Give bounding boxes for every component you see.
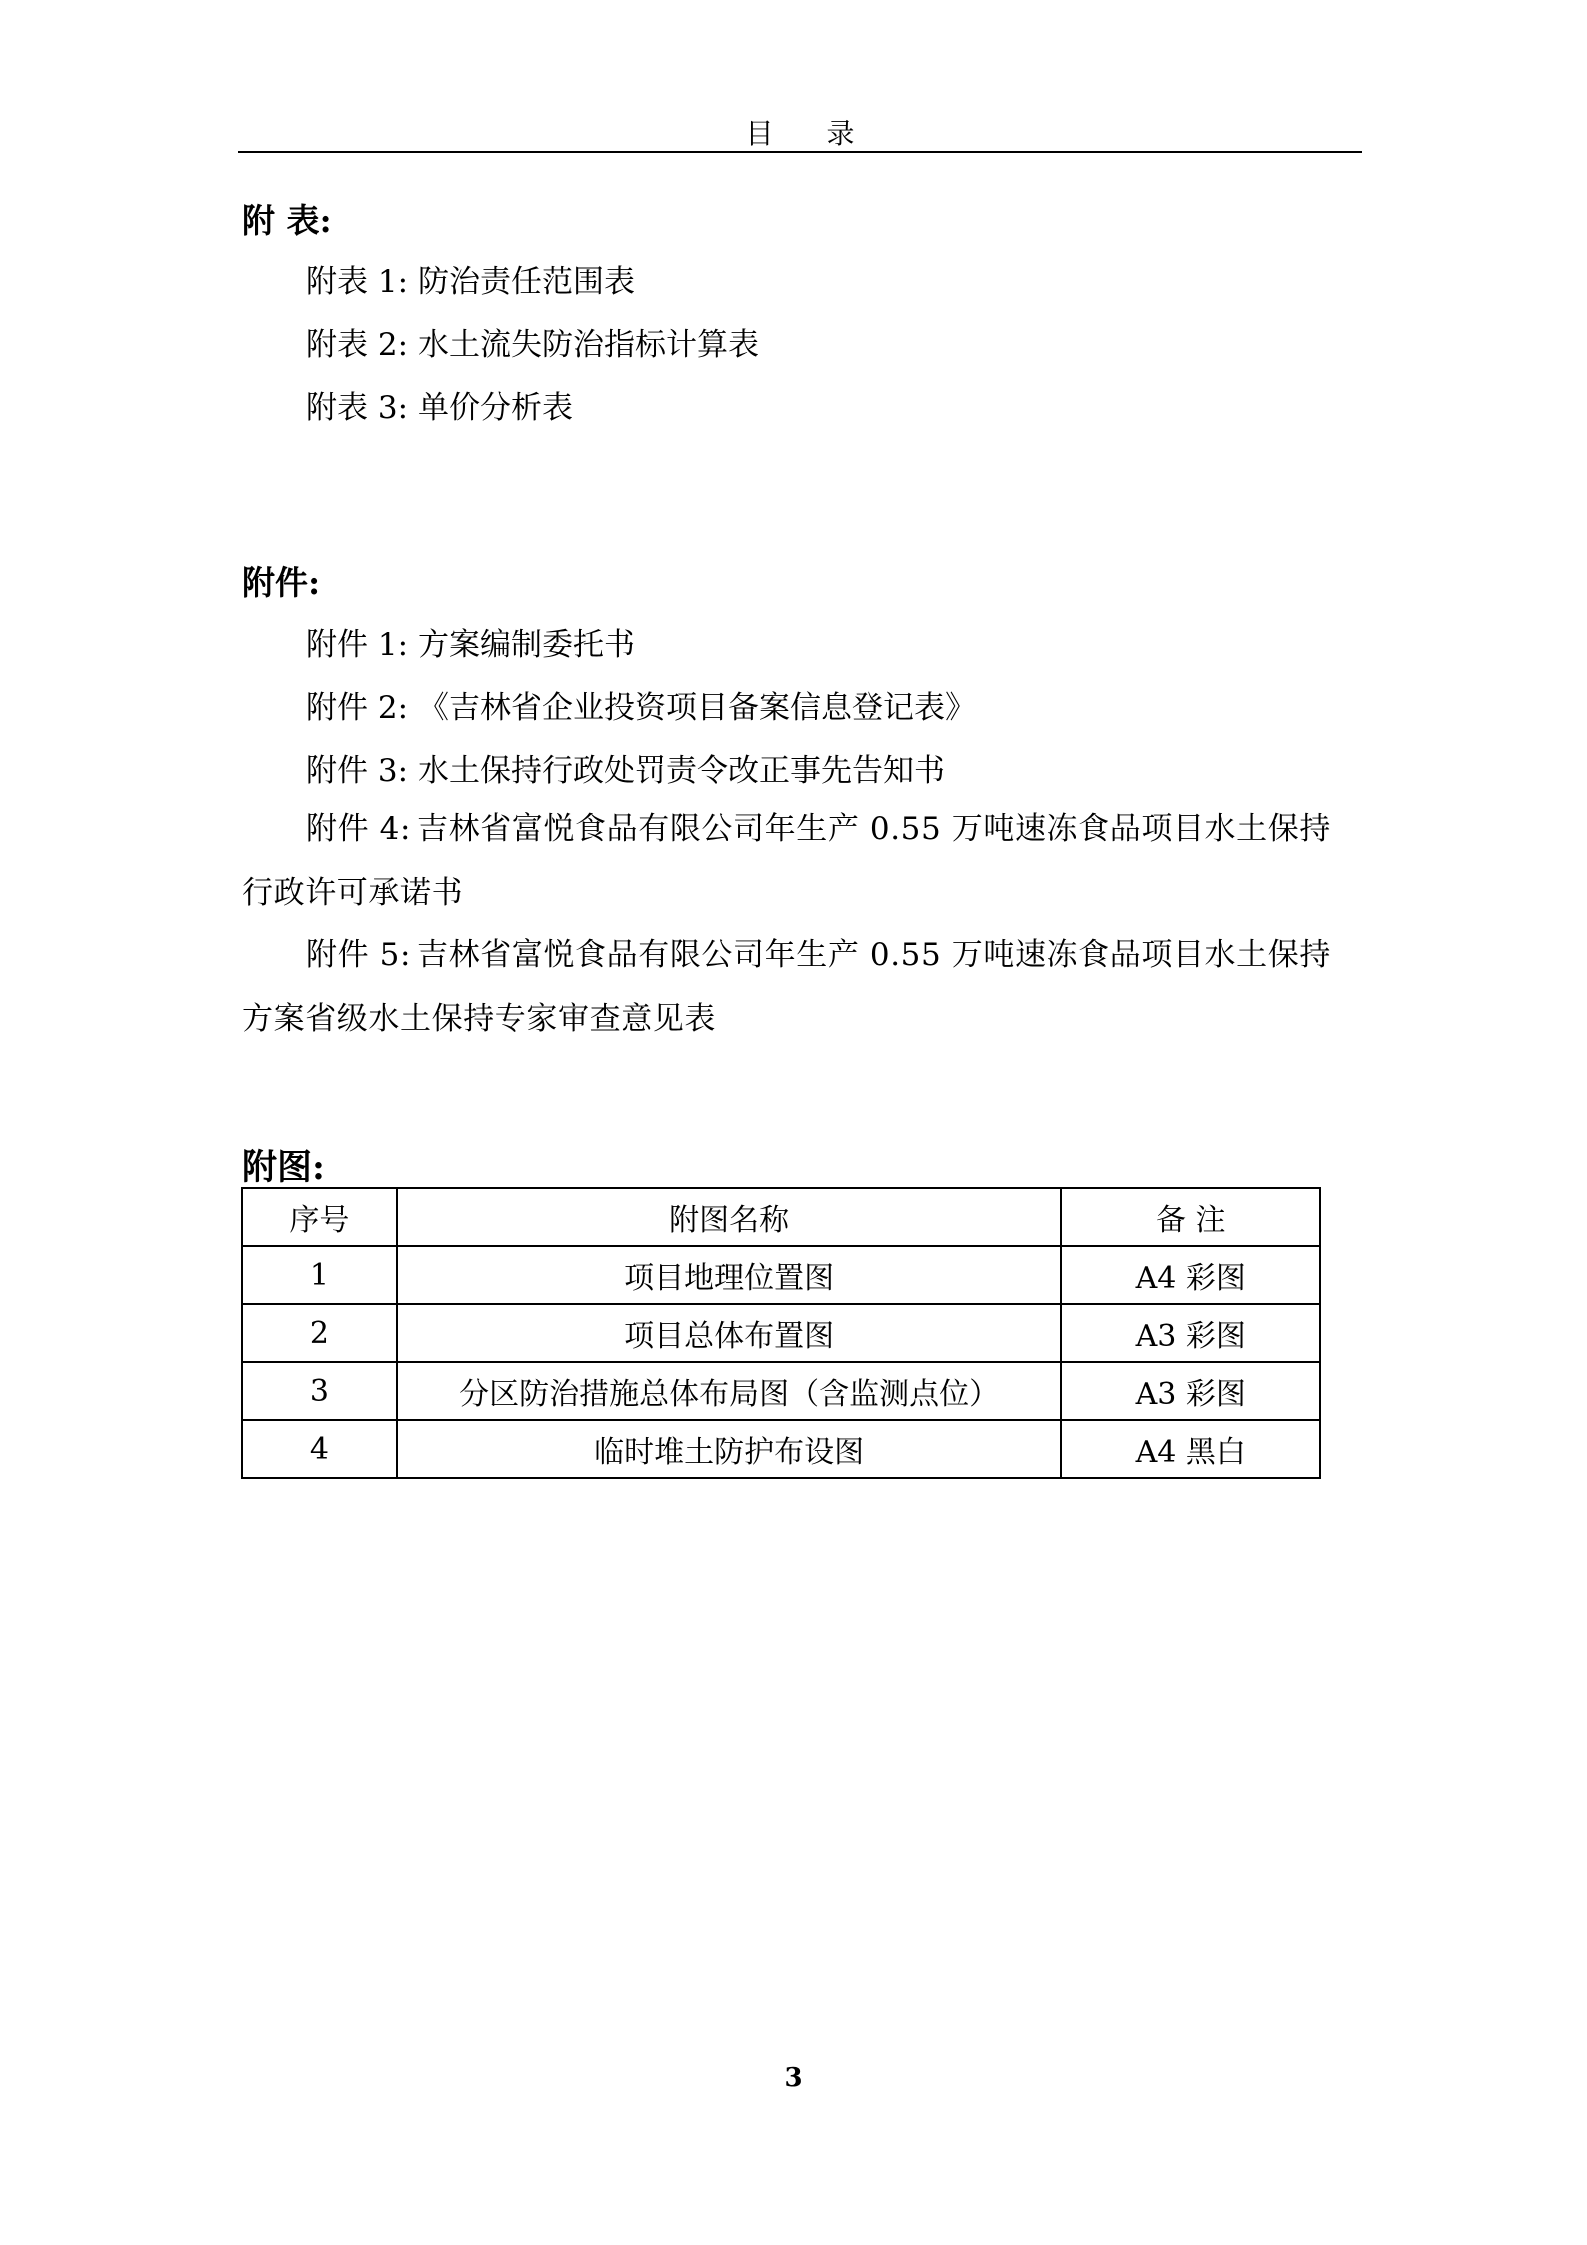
- attachment-item-label: 附件 1:: [306, 627, 409, 663]
- page-header-title: 目 录: [745, 117, 877, 150]
- table-row: [242, 1304, 1320, 1362]
- attached-tables-title: 附 表:: [242, 201, 332, 240]
- cell-note: A4 彩图: [1061, 1246, 1320, 1304]
- attached-table-item-text: 防治责任范围表: [418, 264, 636, 300]
- column-header-no: 序号: [242, 1188, 397, 1246]
- attached-table-item-label: 附表 1:: [306, 264, 409, 300]
- attachment-item: [306, 619, 635, 664]
- attached-table-item: [306, 382, 573, 427]
- attachment-item-label: 附件 2:: [306, 690, 409, 726]
- table-row: [242, 1420, 1320, 1478]
- table-row: [242, 1362, 1320, 1420]
- cell-no: 3: [242, 1362, 397, 1420]
- attachment-item-text: 方案编制委托书: [418, 627, 636, 663]
- page-number: 3: [784, 2063, 803, 2093]
- attachment-item: [306, 745, 945, 790]
- attachment-item-label: 附件 5:: [306, 937, 412, 973]
- attached-table-item: [306, 256, 635, 301]
- attached-figures-table: [241, 1187, 1321, 1479]
- attached-table-item: [306, 319, 759, 364]
- attached-table-item-text: 单价分析表: [418, 390, 574, 426]
- cell-name: 项目地理位置图: [397, 1246, 1062, 1304]
- cell-no: 1: [242, 1246, 397, 1304]
- attachment-item-text: 《吉林省企业投资项目备案信息登记表》: [418, 690, 977, 726]
- column-header-name: 附图名称: [397, 1188, 1062, 1246]
- cell-name: 项目总体布置图: [397, 1304, 1062, 1362]
- attachment-item: [242, 797, 1362, 925]
- attachments-title: 附件:: [242, 563, 321, 602]
- attachment-item: [242, 923, 1362, 1051]
- attachment-item-label: 附件 4:: [306, 811, 412, 847]
- cell-name: 分区防治措施总体布局图（含监测点位）: [397, 1362, 1062, 1420]
- attachment-item-text: 吉林省富悦食品有限公司年生产 0.55 万吨速冻食品项目水土保持方案省级水土保持专家审查意见表: [242, 937, 1331, 1037]
- table-row: [242, 1246, 1320, 1304]
- cell-note: A3 彩图: [1061, 1304, 1320, 1362]
- cell-note: A4 黑白: [1061, 1420, 1320, 1478]
- attached-table-item-text: 水土流失防治指标计算表: [418, 327, 760, 363]
- attachment-item: [306, 682, 976, 727]
- column-header-note: 备 注: [1061, 1188, 1320, 1246]
- attached-figures-title: 附图:: [242, 1147, 325, 1188]
- attached-table-item-label: 附表 2:: [306, 327, 409, 363]
- attachment-item-text: 吉林省富悦食品有限公司年生产 0.55 万吨速冻食品项目水土保持行政许可承诺书: [242, 811, 1331, 911]
- cell-name: 临时堆土防护布设图: [397, 1420, 1062, 1478]
- attachment-item-label: 附件 3:: [306, 753, 409, 789]
- cell-no: 2: [242, 1304, 397, 1362]
- cell-no: 4: [242, 1420, 397, 1478]
- cell-note: A3 彩图: [1061, 1362, 1320, 1420]
- header-rule: [238, 151, 1362, 153]
- table-header-row: [242, 1188, 1320, 1246]
- attachment-item-text: 水土保持行政处罚责令改正事先告知书: [418, 753, 946, 789]
- attached-table-item-label: 附表 3:: [306, 390, 409, 426]
